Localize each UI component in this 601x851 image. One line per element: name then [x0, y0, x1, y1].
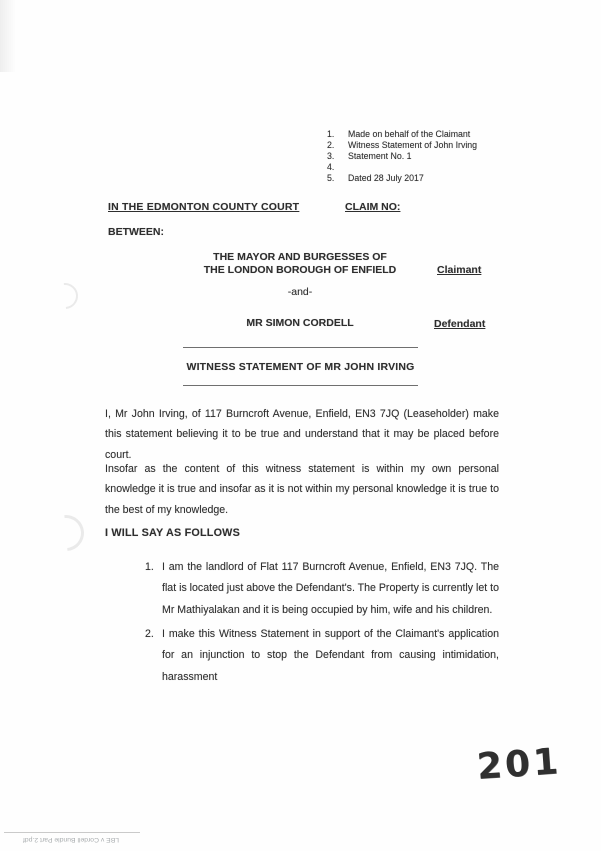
note-number: 3. [327, 151, 335, 161]
note-text: Dated 28 July 2017 [348, 173, 424, 183]
claimant-role-label: Claimant [437, 264, 482, 276]
defendant-name: MR SIMON CORDELL [246, 317, 354, 329]
scan-corner-shadow [0, 0, 16, 72]
paragraph-number: 1. [145, 561, 154, 573]
claimant-name [120, 251, 480, 276]
note-number: 5. [327, 173, 335, 183]
header-note-row [327, 140, 477, 151]
footer-filename: LBE v Cordell Bundle Part 2.pdf [23, 836, 119, 843]
note-text: Made on behalf of the Claimant [348, 129, 471, 139]
paragraph-text: I am the landlord of Flat 117 Burncroft Avenue, Enfield, EN3 7JQ. The flat is located just above the Defendant's. The Property is currently let to Mr Mathiyalakan and it is being occupied by him, wife and his children. [162, 561, 499, 616]
witness-statement-title: WITNESS STATEMENT OF MR JOHN IRVING [183, 347, 418, 386]
court-name: IN THE EDMONTON COUNTY COURT [108, 201, 300, 213]
header-note-row [327, 173, 477, 184]
handwritten-page-number: 201 [475, 741, 563, 788]
note-text: Statement No. 1 [348, 151, 412, 161]
footer-divider-line [4, 832, 140, 833]
defendant-role-label: Defendant [434, 318, 486, 330]
knowledge-paragraph: Insofar as the content of this witness statement is within my own personal knowledge it is true and insofar as it is not within my personal knowledge it is true to the best of my knowledge. [105, 463, 499, 516]
note-number: 1. [327, 129, 335, 139]
numbered-paragraph-2 [145, 624, 499, 688]
note-number: 2. [327, 140, 335, 150]
statement-header-notes [327, 129, 477, 184]
will-say-heading: I WILL SAY AS FOLLOWS [105, 527, 240, 539]
hole-punch-mark [41, 508, 92, 559]
header-note-row [327, 162, 477, 173]
header-note-row [327, 129, 477, 140]
hole-punch-mark [47, 278, 84, 315]
claim-number-label: CLAIM NO: [345, 201, 401, 213]
note-text: Witness Statement of John Irving [348, 140, 478, 150]
between-label: BETWEEN: [108, 226, 164, 238]
note-number: 4. [327, 162, 335, 172]
intro-paragraph: I, Mr John Irving, of 117 Burncroft Avenue, Enfield, EN3 7JQ (Leaseholder) make this statement believing it to be true and understand that it may be placed before court. [105, 408, 499, 461]
paragraph-number: 2. [145, 628, 154, 640]
header-note-row [327, 151, 477, 162]
and-separator: -and- [287, 286, 313, 298]
claimant-name-line1: THE MAYOR AND BURGESSES OF [213, 251, 387, 263]
claimant-name-line2: THE LONDON BOROUGH OF ENFIELD [203, 263, 397, 276]
numbered-paragraph-1 [145, 557, 499, 621]
paragraph-text: I make this Witness Statement in support of the Claimant's application for an injunction to stop the Defendant from causing intimidation, harassment [162, 628, 499, 683]
